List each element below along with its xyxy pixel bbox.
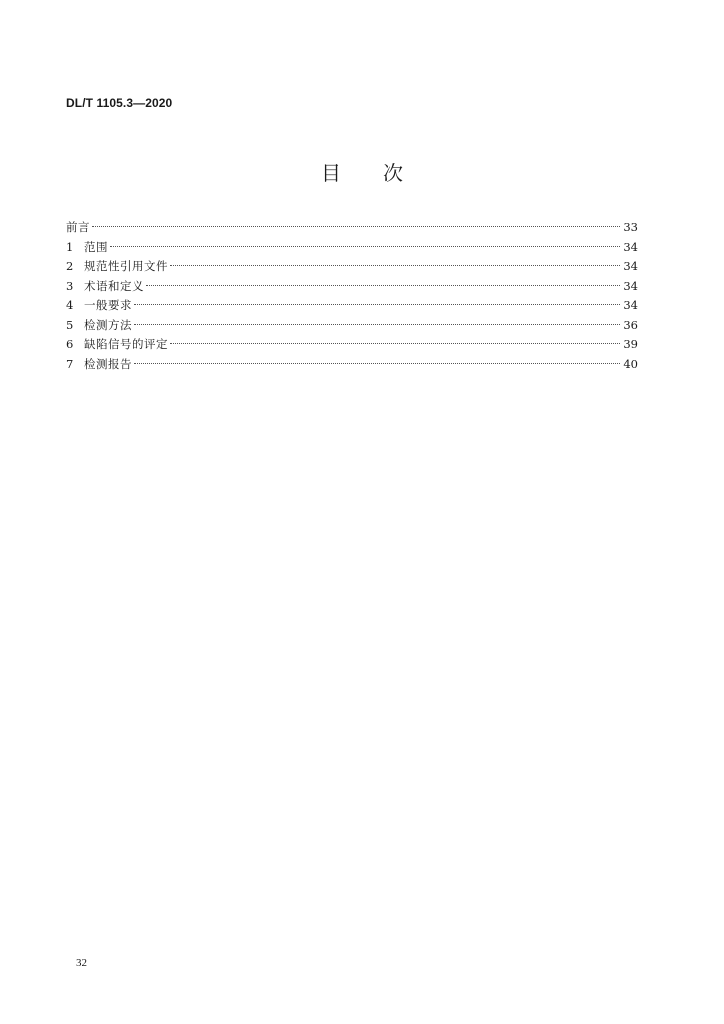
toc-entry-3[interactable] — [66, 277, 638, 297]
toc-entry-6[interactable] — [66, 335, 638, 355]
toc-entry-page: 36 — [623, 317, 638, 332]
toc-entry-number: 1 — [66, 239, 74, 254]
toc-entry-foreword[interactable] — [66, 218, 638, 238]
toc-entry-1[interactable] — [66, 238, 638, 258]
toc-entry-4[interactable] — [66, 296, 638, 316]
table-of-contents — [66, 218, 638, 374]
toc-entry-7[interactable] — [66, 355, 638, 375]
dot-leader — [92, 226, 620, 227]
toc-entry-number: 6 — [66, 337, 74, 351]
page-number: 32 — [76, 957, 87, 969]
dot-leader — [110, 246, 620, 247]
toc-entry-number: 4 — [66, 298, 74, 312]
toc-title — [0, 157, 724, 186]
toc-entry-label: 前言 — [66, 220, 90, 234]
toc-entry-number: 7 — [66, 356, 74, 371]
toc-entry-page: 40 — [623, 356, 638, 371]
dot-leader — [170, 265, 620, 266]
toc-entry-label: 检测方法 — [84, 317, 132, 332]
toc-entry-page: 34 — [623, 259, 638, 273]
dot-leader — [146, 285, 620, 286]
toc-entry-number: 5 — [66, 317, 74, 332]
toc-entry-label: 规范性引用文件 — [84, 259, 168, 273]
toc-entry-label: 术语和定义 — [84, 278, 144, 293]
toc-entry-label: 范围 — [84, 239, 108, 254]
toc-entry-number: 3 — [66, 278, 74, 293]
toc-entry-number: 2 — [66, 259, 74, 273]
dot-leader — [134, 324, 620, 325]
toc-entry-2[interactable] — [66, 257, 638, 277]
dot-leader — [170, 343, 620, 344]
toc-entry-page: 34 — [623, 278, 638, 293]
toc-entry-page: 39 — [623, 337, 638, 351]
toc-entry-page: 34 — [623, 239, 638, 254]
dot-leader — [134, 363, 620, 364]
toc-entry-page: 33 — [623, 220, 638, 234]
toc-title-char: 次 — [383, 161, 403, 185]
toc-entry-page: 34 — [623, 298, 638, 312]
toc-entry-label: 一般要求 — [84, 298, 132, 312]
toc-title-char: 目 — [321, 161, 341, 185]
standard-code: DL/T 1105.3—2020 — [66, 96, 173, 110]
dot-leader — [134, 304, 620, 305]
toc-entry-label: 缺陷信号的评定 — [84, 337, 168, 351]
toc-entry-5[interactable] — [66, 316, 638, 336]
toc-entry-label: 检测报告 — [84, 356, 132, 371]
